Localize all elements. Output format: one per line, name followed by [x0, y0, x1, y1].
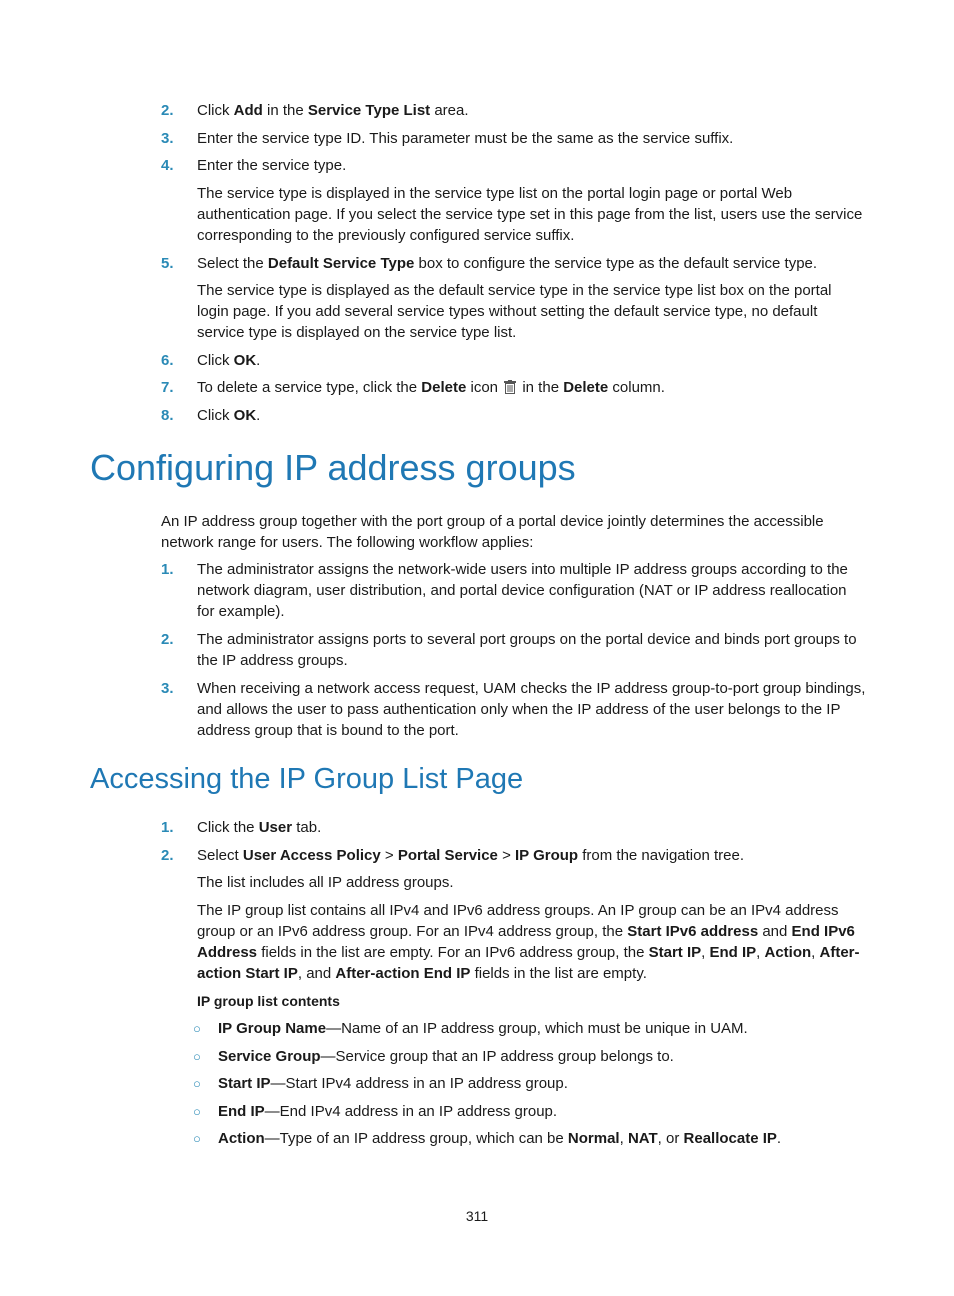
intro-paragraph: An IP address group together with the port group of a portal device jointly determines the accessible network range for users. The following workflow applies: [161, 513, 824, 551]
step-5-default-service-type [161, 253, 866, 274]
step-number: 6. [161, 352, 174, 369]
step-number: 3. [161, 680, 174, 697]
bullet-text: —Service group that an IP address group belongs to. [320, 1048, 674, 1065]
bullet-ip-group-name [193, 1018, 865, 1039]
section-heading-ip-address-groups: Configuring IP address groups [90, 447, 576, 488]
step-number: 4. [161, 157, 174, 174]
list-note: The list includes all IP address groups. [197, 874, 454, 891]
step-text: When receiving a network access request, UAM checks the IP address group-to-port group bindings, and allows the user to pass authentication only when the IP address of the user belongs to the IP address group that is bound to the port. [197, 680, 866, 739]
bullet-text: —End IPv4 address in an IP address group. [264, 1103, 558, 1120]
workflow-step-2 [161, 629, 866, 671]
step-text: The administrator assigns the network-wide users into multiple IP address groups according to the network diagram, user distribution, and portal device configuration (NAT or IP address reallocation for example). [197, 561, 848, 620]
step-number: 1. [161, 561, 174, 578]
step-text: Select the Default Service Type box to configure the service type as the default service type. [197, 255, 818, 272]
workflow-step-3 [161, 678, 866, 741]
default-service-type-note: The service type is displayed as the default service type in the service type list box on the portal login page. If you add several service types without setting the default service type, no default service type is displayed on the service type list. [197, 282, 832, 341]
delete-trash-icon [504, 379, 516, 393]
section-heading-ip-group-list-page: Accessing the IP Group List Page [90, 763, 524, 795]
bullet-start-ip [193, 1073, 865, 1094]
step-number: 2. [161, 631, 174, 648]
page-number: 311 [465, 1208, 489, 1224]
step-number: 5. [161, 255, 174, 272]
list-description: The IP group list contains all IPv4 and IPv6 address groups. An IP group can be an IPv4 address group or an IPv6 address group. For an IPv4 address group, the Start IPv6 address and End IPv6 Address fields in the list are empty. For an IPv6 address group, the Start IP, End IP, Action, After-action Start IP, and After-action End IP fields in the list are empty. [197, 902, 860, 982]
bullet-term: Service Group [218, 1048, 321, 1065]
step-6-click-ok [161, 350, 866, 371]
step-text: To delete a service type, click the Delete icon in the Delete column. [197, 379, 665, 396]
bullet-text: —Start IPv4 address in an IP address group. [270, 1075, 568, 1092]
step-2-click-add [161, 100, 866, 121]
step-text: Click the User tab. [197, 819, 322, 836]
bullet-term: End IP [218, 1103, 265, 1120]
bullet-term: Start IP [218, 1075, 271, 1092]
bullet-mark: ○ [193, 1049, 201, 1064]
workflow-step-1 [161, 559, 866, 622]
step-text: Select User Access Policy > Portal Service > IP Group from the navigation tree. [197, 847, 745, 864]
bullet-text: —Name of an IP address group, which must be unique in UAM. [326, 1020, 748, 1037]
step-text: The administrator assigns ports to several port groups on the portal device and binds port groups to the IP address groups. [197, 631, 857, 669]
step-number: 2. [161, 847, 174, 864]
step-number: 7. [161, 379, 174, 396]
bullet-text: —Type of an IP address group, which can be [264, 1130, 568, 1147]
step-text: Click OK. [197, 352, 261, 369]
step-8-click-ok [161, 405, 866, 426]
bullet-term: Action [218, 1130, 265, 1147]
step-text: Click Add in the Service Type List area. [197, 102, 469, 119]
bullet-service-group [193, 1046, 865, 1067]
bullet-action [193, 1128, 865, 1149]
step-4-service-type [161, 155, 866, 176]
step-text: Click OK. [197, 407, 261, 424]
bullet-mark: ○ [193, 1076, 201, 1091]
bullet-mark: ○ [193, 1131, 201, 1146]
step-number: 2. [161, 102, 174, 119]
access-step-1 [161, 817, 866, 838]
service-type-note: The service type is displayed in the service type list on the portal login page or portal Web authentication page. If you select the service type set in this page from the list, users use the service corresponding to the previously configured service suffix. [197, 185, 863, 244]
step-3-service-id [161, 128, 866, 149]
step-text: Enter the service type. [197, 157, 347, 174]
step-number: 8. [161, 407, 174, 424]
step-number: 1. [161, 819, 174, 836]
access-step-2 [161, 845, 866, 866]
bullet-term: IP Group Name [218, 1020, 327, 1037]
contents-title: IP group list contents [197, 993, 340, 1009]
step-7-delete-service-type [161, 377, 866, 398]
bullet-end-ip [193, 1101, 865, 1122]
step-text: Enter the service type ID. This parameter must be the same as the service suffix. [197, 130, 734, 147]
step-number: 3. [161, 130, 174, 147]
bullet-tail: Normal, NAT, or Reallocate IP. [567, 1130, 782, 1147]
bullet-mark: ○ [193, 1104, 201, 1119]
bullet-mark: ○ [193, 1021, 201, 1036]
